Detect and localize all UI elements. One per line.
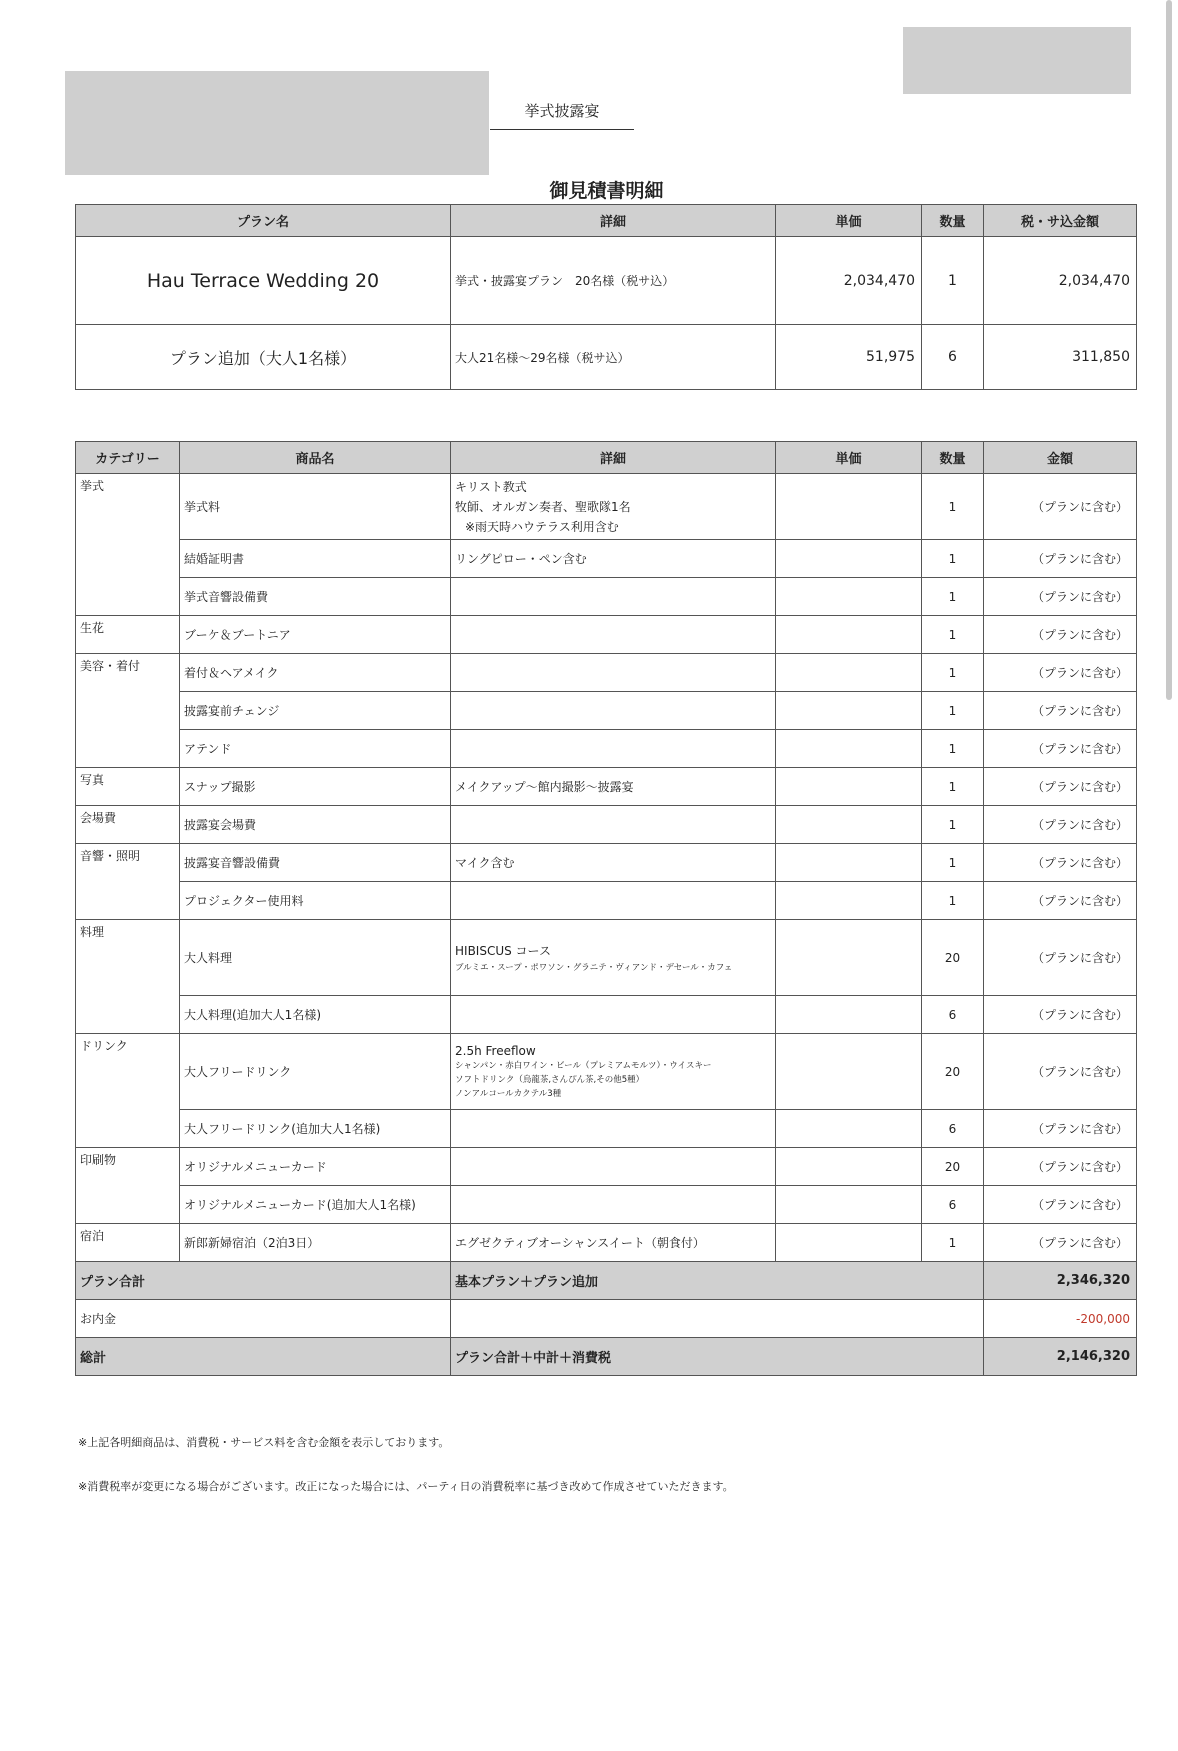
table-row bbox=[76, 882, 1137, 920]
quantity: 1 bbox=[922, 806, 984, 844]
amount: （プランに含む） bbox=[984, 1034, 1137, 1110]
plan-quantity: 6 bbox=[922, 325, 984, 390]
plan-total-row bbox=[76, 1262, 1137, 1300]
amount: （プランに含む） bbox=[984, 1148, 1137, 1186]
category-cell: ドリンク bbox=[76, 1034, 180, 1148]
product-name: 大人フリードリンク(追加大人1名様) bbox=[180, 1110, 451, 1148]
table-row bbox=[76, 474, 1137, 540]
category-cell: 会場費 bbox=[76, 806, 180, 844]
table-row bbox=[76, 844, 1137, 882]
plan-amount: 2,034,470 bbox=[984, 237, 1137, 325]
quantity: 20 bbox=[922, 1034, 984, 1110]
product-detail: メイクアップ〜館内撮影〜披露宴 bbox=[451, 768, 776, 806]
product-detail bbox=[451, 806, 776, 844]
plan-unit-price: 2,034,470 bbox=[776, 237, 922, 325]
table-row bbox=[76, 806, 1137, 844]
table-row bbox=[76, 692, 1137, 730]
amount: （プランに含む） bbox=[984, 806, 1137, 844]
plan-name: プラン追加（大人1名様） bbox=[76, 325, 451, 390]
grand-total-detail: プラン合計＋中計＋消費税 bbox=[451, 1338, 984, 1376]
product-name: オリジナルメニューカード bbox=[180, 1148, 451, 1186]
category-cell: 音響・照明 bbox=[76, 844, 180, 920]
plan-table-header bbox=[76, 205, 1137, 237]
header-unit-price: 単価 bbox=[776, 442, 922, 474]
unit-price bbox=[776, 616, 922, 654]
deposit-label: お内金 bbox=[76, 1300, 451, 1338]
footnote: ※上記各明細商品は、消費税・サービス料を含む金額を表示しております。 bbox=[78, 1436, 450, 1449]
table-row bbox=[76, 578, 1137, 616]
product-detail bbox=[451, 996, 776, 1034]
product-name: 大人料理 bbox=[180, 920, 451, 996]
product-detail: エグゼクティブオーシャンスイート（朝食付） bbox=[451, 1224, 776, 1262]
item-table-header bbox=[76, 442, 1137, 474]
header-detail: 詳細 bbox=[451, 205, 776, 237]
table-row bbox=[76, 1186, 1137, 1224]
unit-price bbox=[776, 1034, 922, 1110]
quantity: 6 bbox=[922, 996, 984, 1034]
plan-total-label: プラン合計 bbox=[76, 1262, 451, 1300]
plan-detail: 大人21名様〜29名様（税サ込） bbox=[451, 325, 776, 390]
amount: （プランに含む） bbox=[984, 996, 1137, 1034]
product-detail bbox=[451, 578, 776, 616]
product-name: 大人フリードリンク bbox=[180, 1034, 451, 1110]
detail-line: 2.5h Freeflow bbox=[455, 1043, 536, 1058]
quantity: 1 bbox=[922, 1224, 984, 1262]
product-name: プロジェクター使用料 bbox=[180, 882, 451, 920]
quantity: 1 bbox=[922, 768, 984, 806]
header-category: カテゴリー bbox=[76, 442, 180, 474]
product-name: 披露宴前チェンジ bbox=[180, 692, 451, 730]
quantity: 1 bbox=[922, 692, 984, 730]
product-detail bbox=[451, 882, 776, 920]
header-plan-name: プラン名 bbox=[76, 205, 451, 237]
quantity: 1 bbox=[922, 730, 984, 768]
product-name: アテンド bbox=[180, 730, 451, 768]
unit-price bbox=[776, 474, 922, 540]
product-detail bbox=[451, 1148, 776, 1186]
amount: （プランに含む） bbox=[984, 1224, 1137, 1262]
plan-unit-price: 51,975 bbox=[776, 325, 922, 390]
plan-quantity: 1 bbox=[922, 237, 984, 325]
table-row bbox=[76, 996, 1137, 1034]
header-quantity: 数量 bbox=[922, 205, 984, 237]
quantity: 1 bbox=[922, 844, 984, 882]
header-amount: 税・サ込金額 bbox=[984, 205, 1137, 237]
unit-price bbox=[776, 578, 922, 616]
unit-price bbox=[776, 844, 922, 882]
quantity: 1 bbox=[922, 616, 984, 654]
product-detail bbox=[451, 730, 776, 768]
unit-price bbox=[776, 768, 922, 806]
redacted-block-left bbox=[65, 71, 489, 175]
category-cell: 生花 bbox=[76, 616, 180, 654]
quantity: 20 bbox=[922, 1148, 984, 1186]
document-subtitle: 挙式披露宴 bbox=[490, 100, 634, 130]
amount: （プランに含む） bbox=[984, 844, 1137, 882]
amount: （プランに含む） bbox=[984, 1186, 1137, 1224]
amount: （プランに含む） bbox=[984, 1110, 1137, 1148]
redacted-block-right bbox=[903, 27, 1131, 94]
quantity: 6 bbox=[922, 1186, 984, 1224]
quantity: 1 bbox=[922, 540, 984, 578]
unit-price bbox=[776, 920, 922, 996]
quantity: 1 bbox=[922, 474, 984, 540]
unit-price bbox=[776, 1224, 922, 1262]
detail-line: キリスト教式 bbox=[455, 479, 527, 494]
footnote: ※消費税率が変更になる場合がございます。改正になった場合には、パーティ日の消費税率に基づき改めて作成させていただきます。 bbox=[78, 1480, 734, 1493]
amount: （プランに含む） bbox=[984, 730, 1137, 768]
plan-total-detail: 基本プラン＋プラン追加 bbox=[451, 1262, 984, 1300]
quantity: 1 bbox=[922, 654, 984, 692]
product-name: 新郎新婦宿泊（2泊3日） bbox=[180, 1224, 451, 1262]
detail-line: ブルミエ・スープ・ポワソン・グラニテ・ヴィアンド・デセール・カフェ bbox=[455, 962, 733, 973]
plan-detail: 挙式・披露宴プラン 20名様（税サ込） bbox=[451, 237, 776, 325]
table-row bbox=[76, 1110, 1137, 1148]
category-cell: 挙式 bbox=[76, 474, 180, 616]
quantity: 6 bbox=[922, 1110, 984, 1148]
table-row bbox=[76, 1034, 1137, 1110]
detail-line: ※雨天時ハウテラス利用含む bbox=[465, 519, 619, 534]
table-row bbox=[76, 654, 1137, 692]
amount: （プランに含む） bbox=[984, 654, 1137, 692]
table-row bbox=[76, 768, 1137, 806]
table-row bbox=[76, 920, 1137, 996]
scrollbar[interactable] bbox=[1166, 0, 1172, 700]
table-row bbox=[76, 325, 1137, 390]
product-detail bbox=[451, 616, 776, 654]
product-name: 大人料理(追加大人1名様) bbox=[180, 996, 451, 1034]
product-detail bbox=[451, 474, 776, 540]
product-detail bbox=[451, 1034, 776, 1110]
header-amount: 金額 bbox=[984, 442, 1137, 474]
amount: （プランに含む） bbox=[984, 616, 1137, 654]
amount: （プランに含む） bbox=[984, 768, 1137, 806]
category-cell: 写真 bbox=[76, 768, 180, 806]
table-row bbox=[76, 237, 1137, 325]
category-cell: 宿泊 bbox=[76, 1224, 180, 1262]
detail-line: HIBISCUS コース bbox=[455, 943, 551, 958]
grand-total-label: 総計 bbox=[76, 1338, 451, 1376]
detail-line: ノンアルコールカクテル3種 bbox=[455, 1088, 562, 1099]
quantity: 20 bbox=[922, 920, 984, 996]
page-title: 御見積書明細 bbox=[549, 180, 664, 202]
product-name: 披露宴音響設備費 bbox=[180, 844, 451, 882]
amount: （プランに含む） bbox=[984, 882, 1137, 920]
table-row bbox=[76, 730, 1137, 768]
product-name: 結婚証明書 bbox=[180, 540, 451, 578]
product-name: 着付＆ヘアメイク bbox=[180, 654, 451, 692]
product-detail bbox=[451, 1186, 776, 1224]
unit-price bbox=[776, 806, 922, 844]
amount: （プランに含む） bbox=[984, 578, 1137, 616]
plan-amount: 311,850 bbox=[984, 325, 1137, 390]
plan-name: Hau Terrace Wedding 20 bbox=[76, 237, 451, 325]
detail-line: ソフトドリンク（烏龍茶,さんぴん茶,その他5種） bbox=[455, 1074, 645, 1085]
unit-price bbox=[776, 540, 922, 578]
product-detail: マイク含む bbox=[451, 844, 776, 882]
amount: （プランに含む） bbox=[984, 692, 1137, 730]
category-cell: 印刷物 bbox=[76, 1148, 180, 1224]
deposit-detail bbox=[451, 1300, 984, 1338]
table-row bbox=[76, 1224, 1137, 1262]
product-name: スナップ撮影 bbox=[180, 768, 451, 806]
plan-table bbox=[75, 204, 1137, 390]
unit-price bbox=[776, 1110, 922, 1148]
category-cell: 美容・着付 bbox=[76, 654, 180, 768]
category-cell: 料理 bbox=[76, 920, 180, 1034]
unit-price bbox=[776, 882, 922, 920]
table-row bbox=[76, 540, 1137, 578]
deposit-amount: -200,000 bbox=[984, 1300, 1137, 1338]
product-detail bbox=[451, 692, 776, 730]
header-detail: 詳細 bbox=[451, 442, 776, 474]
grand-total-amount: 2,146,320 bbox=[984, 1338, 1137, 1376]
product-name: オリジナルメニューカード(追加大人1名様) bbox=[180, 1186, 451, 1224]
amount: （プランに含む） bbox=[984, 540, 1137, 578]
quantity: 1 bbox=[922, 578, 984, 616]
product-name: 挙式料 bbox=[180, 474, 451, 540]
product-name: ブーケ＆ブートニア bbox=[180, 616, 451, 654]
header-quantity: 数量 bbox=[922, 442, 984, 474]
quantity: 1 bbox=[922, 882, 984, 920]
deposit-row bbox=[76, 1300, 1137, 1338]
header-product: 商品名 bbox=[180, 442, 451, 474]
unit-price bbox=[776, 1148, 922, 1186]
product-detail bbox=[451, 654, 776, 692]
detail-line: 牧師、オルガン奏者、聖歌隊1名 bbox=[455, 499, 631, 514]
plan-total-amount: 2,346,320 bbox=[984, 1262, 1137, 1300]
item-table bbox=[75, 441, 1137, 1376]
unit-price bbox=[776, 654, 922, 692]
amount: （プランに含む） bbox=[984, 474, 1137, 540]
header-unit-price: 単価 bbox=[776, 205, 922, 237]
table-row bbox=[76, 616, 1137, 654]
product-name: 挙式音響設備費 bbox=[180, 578, 451, 616]
product-name: 披露宴会場費 bbox=[180, 806, 451, 844]
amount: （プランに含む） bbox=[984, 920, 1137, 996]
grand-total-row bbox=[76, 1338, 1137, 1376]
product-detail bbox=[451, 920, 776, 996]
detail-line: シャンパン・赤白ワイン・ビール（プレミアムモルツ）・ウイスキー bbox=[455, 1060, 712, 1071]
unit-price bbox=[776, 730, 922, 768]
unit-price bbox=[776, 996, 922, 1034]
unit-price bbox=[776, 1186, 922, 1224]
table-row bbox=[76, 1148, 1137, 1186]
product-detail: リングピロー・ペン含む bbox=[451, 540, 776, 578]
product-detail bbox=[451, 1110, 776, 1148]
unit-price bbox=[776, 692, 922, 730]
